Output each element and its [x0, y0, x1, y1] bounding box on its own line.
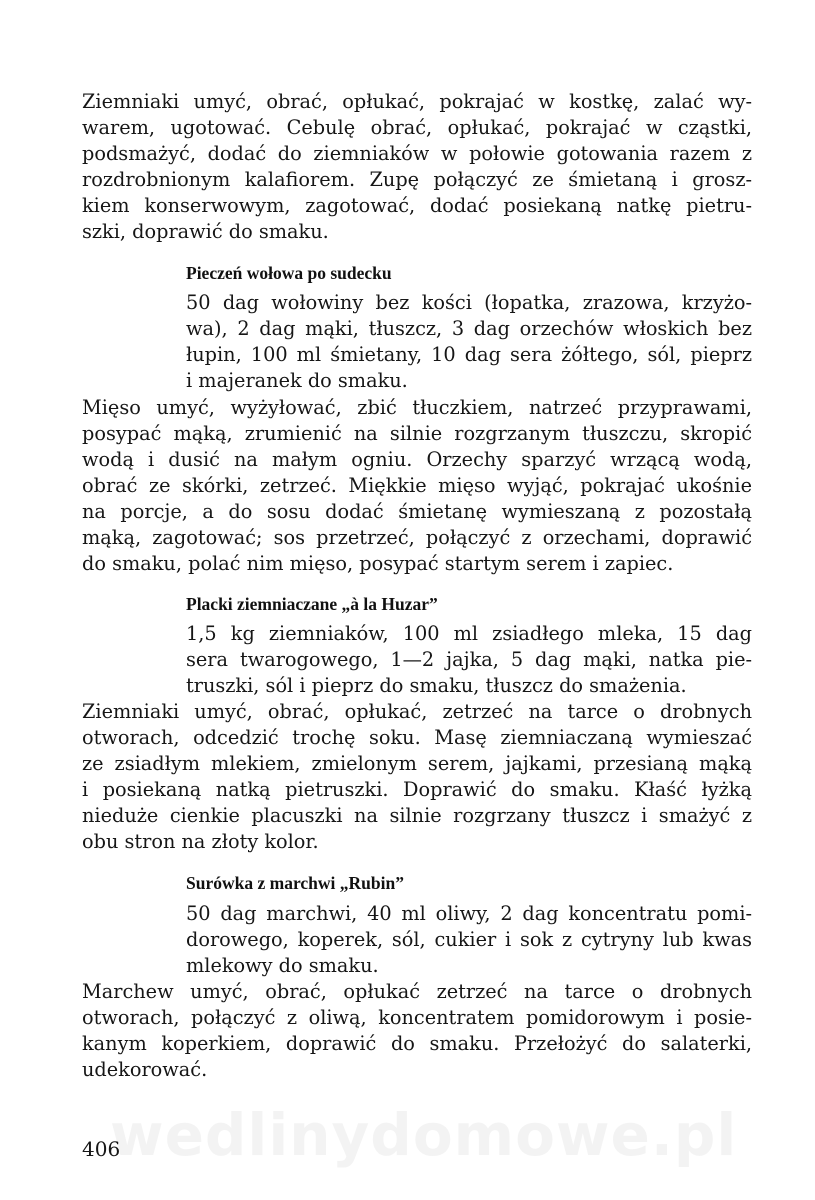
text-line: podsmażyć, dodać do ziemniaków w połowie gotowania razem z [82, 142, 752, 165]
text-line: na porcje, a do sosu dodać śmietanę wymieszaną z pozostałą [82, 500, 752, 523]
page-number: 406 [82, 1137, 121, 1161]
text-line: Ziemniaki umyć, obrać, opłukać, pokrajać w kostkę, zalać wy- [82, 90, 752, 113]
text-line: otworach, odcedzić trochę soku. Masę ziemniaczaną wymieszać [82, 726, 752, 749]
ingredient-line: łupin, 100 ml śmietany, 10 dag sera żółtego, sól, pieprz [186, 343, 752, 366]
recipe-title: Pieczeń wołowa po sudecku [186, 263, 392, 283]
ingredient-line: dorowego, koperek, sól, cukier i sok z cytryny lub kwas [186, 928, 752, 951]
text-line: obrać ze skórki, zetrzeć. Miękkie mięso wyjąć, pokrajać ukośnie [82, 474, 752, 497]
ingredient-line: truszki, sól i pieprz do smaku, tłuszcz do smażenia. [186, 674, 687, 697]
text-line: obu stron na złoty kolor. [82, 830, 319, 853]
text-line: i posiekaną natką pietruszki. Doprawić do smaku. Kłaść łyżką [82, 778, 752, 801]
recipe-title: Placki ziemniaczane „à la Huzar” [186, 594, 438, 614]
text-line: Ziemniaki umyć, obrać, opłukać, zetrzeć na tarce o drobnych [82, 700, 752, 723]
ingredient-line: 50 dag marchwi, 40 ml oliwy, 2 dag koncentratu pomi- [186, 902, 752, 925]
ingredient-line: 50 dag wołowiny bez kości (łopatka, zrazowa, krzyżo- [186, 291, 752, 314]
text-line: szki, doprawić do smaku. [82, 220, 329, 243]
ingredient-line: i majeranek do smaku. [186, 369, 408, 392]
text-line: rozdrobnionym kalafiorem. Zupę połączyć ze śmietaną i grosz- [82, 168, 752, 191]
ingredient-line: mlekowy do smaku. [186, 954, 379, 977]
text-line: Mięso umyć, wyżyłować, zbić tłuczkiem, natrzeć przyprawami, [82, 396, 752, 419]
text-line: kanym koperkiem, doprawić do smaku. Przełożyć do salaterki, [82, 1032, 752, 1055]
text-line: Marchew umyć, obrać, opłukać zetrzeć na tarce o drobnych [82, 980, 752, 1003]
text-line: otworach, połączyć z oliwą, koncentratem pomidorowym i posie- [82, 1006, 752, 1029]
text-line: kiem konserwowym, zagotować, dodać posiekaną natkę pietru- [82, 194, 752, 217]
text-line: wodą i dusić na małym ogniu. Orzechy sparzyć wrzącą wodą, [82, 448, 752, 471]
ingredient-line: sera twarogowego, 1—2 jajka, 5 dag mąki, natka pie- [186, 648, 752, 671]
text-line: posypać mąką, zrumienić na silnie rozgrzanym tłuszczu, skropić [82, 422, 752, 445]
watermark: wedlinydomowe.pl [110, 1101, 738, 1169]
text-line: do smaku, polać nim mięso, posypać startym serem i zapiec. [82, 552, 674, 575]
ingredient-line: wa), 2 dag mąki, tłuszcz, 3 dag orzechów włoskich bez [186, 317, 752, 340]
text-line: warem, ugotować. Cebulę obrać, opłukać, pokrajać w cząstki, [82, 116, 752, 139]
text-line: udekorować. [82, 1058, 208, 1081]
recipe-title: Surówka z marchwi „Rubin” [186, 873, 404, 893]
text-line: nieduże cienkie placuszki na silnie rozgrzany tłuszcz i smażyć z [82, 804, 752, 827]
ingredient-line: 1,5 kg ziemniaków, 100 ml zsiadłego mleka, 15 dag [186, 622, 752, 645]
text-line: ze zsiadłym mlekiem, zmielonym serem, jajkami, przesianą mąką [82, 752, 752, 775]
text-line: mąką, zagotować; sos przetrzeć, połączyć z orzechami, doprawić [82, 526, 752, 549]
